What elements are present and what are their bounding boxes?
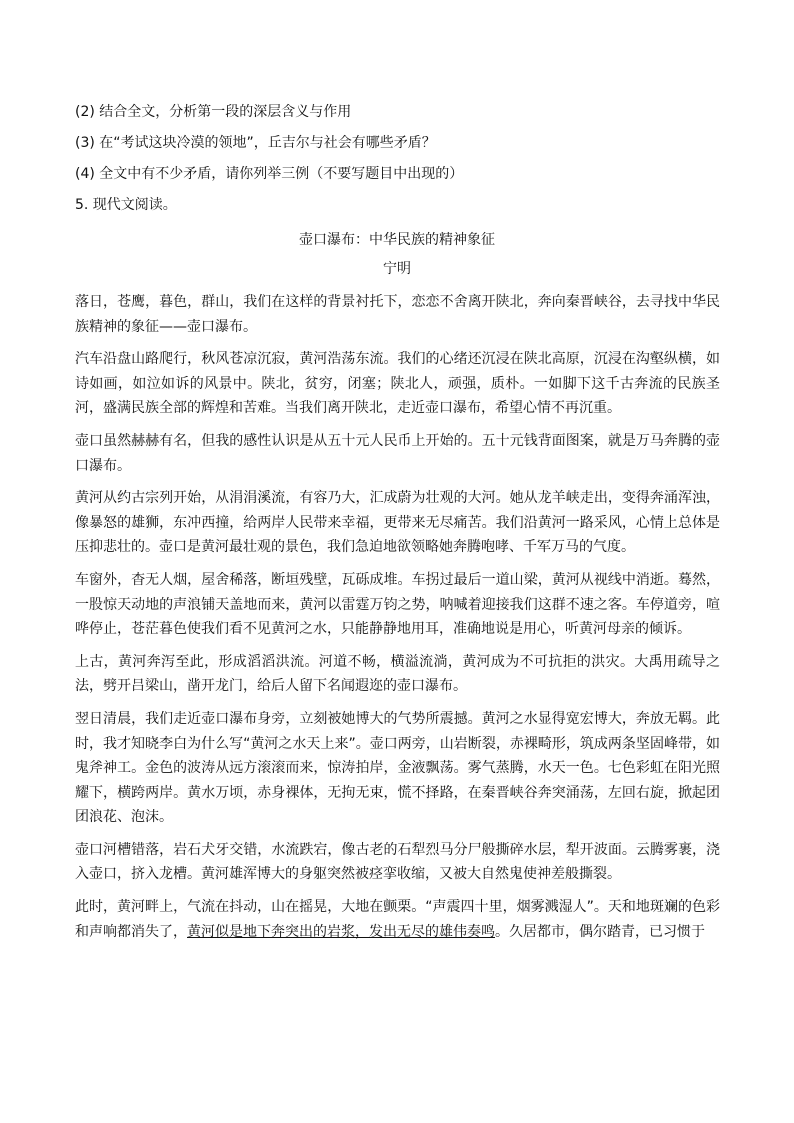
paragraph-text: 。久居都市，偶尔踏青，已习惯于 [495,923,705,940]
paragraph-last [75,895,720,944]
article-body [75,290,720,952]
paragraph: 壶口河槽错落，岩石犬牙交错，水流跌宕，像古老的石犁烈马分尸般撕碎水层，犁开波面。云腾雾裹，浇入壶口，挤入龙槽。黄河雄浑博大的身躯突然被痉挛收缩，又被大自然鬼使神差般撕裂。 [75,841,720,883]
paragraph: 落日，苍鹰，暮色，群山，我们在这样的背景衬托下，恋恋不舍离开陕北，奔向秦晋峡谷，去寻找中华民族精神的象征——壶口瀑布。 [75,294,720,335]
question-2: (2) 结合全文，分析第一段的深层含义与作用 [75,104,352,120]
section-heading-5: 5. 现代文阅读。 [75,197,177,213]
underlined-sentence: 黄河似是地下奔突出的岩浆，发出无尽的雄伟奏鸣 [187,923,495,940]
question-4: (4) 全文中有不少矛盾，请你列举三例（不要写题目中出现的） [75,166,464,182]
paragraph: 黄河从约古宗列开始，从涓涓溪流，有容乃大，汇成蔚为壮观的大河。她从龙羊峡走出，变得奔涌浑浊，像暴怒的雄狮，东冲西撞，给两岸人民带来幸福，更带来无尽痛苦。我们沿黄河一路采风，心情上总体是压抑悲壮的。壶口是黄河最壮观的景色，我们急迫地欲领略她奔腾咆哮、千军万马的气度。 [75,490,720,556]
paragraph-text: 此时，黄河畔上，气流在抖动，山在摇晃，大地在颤栗。“声震四十里，烟雾溅湿人”。天和地斑斓的色彩和声响都消失了， [75,899,720,940]
question-3: (3) 在“考试这块冷漠的领地”，丘吉尔与社会有哪些矛盾？ [75,135,436,151]
paragraph: 车窗外，杳无人烟，屋舍稀落，断垣残壁，瓦砾成堆。车拐过最后一道山梁，黄河从视线中消逝。蓦然，一股惊天动地的声浪铺天盖地而来，黄河以雷霆万钧之势，呐喊着迎接我们这群不速之客。车停道旁，喧哗停止，苍茫暮色使我们看不见黄河之水，只能静静地用耳，准确地说是用心，听黄河母亲的倾诉。 [75,571,720,638]
paragraph: 汽车沿盘山路爬行，秋风苍凉沉寂，黄河浩荡东流。我们的心绪还沉浸在陕北高原，沉浸在沟壑纵横，如诗如画，如泣如诉的风景中。陕北，贫穷，闭塞；陕北人，顽强，质朴。一如脚下这千古奔流的民族圣河，盛满民族全部的辉煌和苦难。当我们离开陕北，走近壶口瀑布，希望心情不再沉重。 [75,351,720,417]
paragraph: 翌日清晨，我们走近壶口瀑布身旁，立刻被她博大的气势所震撼。黄河之水显得宽宏博大，奔放无羁。此时，我才知晓李白为什么写“黄河之水天上来”。壶口两旁，山岩断裂，赤裸畸形，筑成两条坚固峰带，如鬼斧神工。金色的波涛从远方滚滚而来，惊涛拍岸，金液飘荡。雾气蒸腾，水天一色。七色彩虹在阳光照耀下，横跨两岸。黄水万顷，赤身裸体，无拘无束，慌不择路，在秦晋峡谷奔突涌荡，左回右旋，掀起团团浪花、泡沫。 [75,710,720,826]
paragraph: 壶口虽然赫赫有名，但我的感性认识是从五十元人民币上开始的。五十元钱背面图案，就是万马奔腾的壶口瀑布。 [75,432,720,474]
article-author: 宁明 [383,261,411,277]
article-title: 壶口瀑布：中华民族的精神象征 [299,232,495,248]
paragraph: 上古，黄河奔泻至此，形成滔滔洪流。河道不畅，横溢流淌，黄河成为不可抗拒的洪灾。大禹用疏导之法，劈开吕梁山，凿开龙门，给后人留下名闻遐迩的壶口瀑布。 [75,653,720,695]
